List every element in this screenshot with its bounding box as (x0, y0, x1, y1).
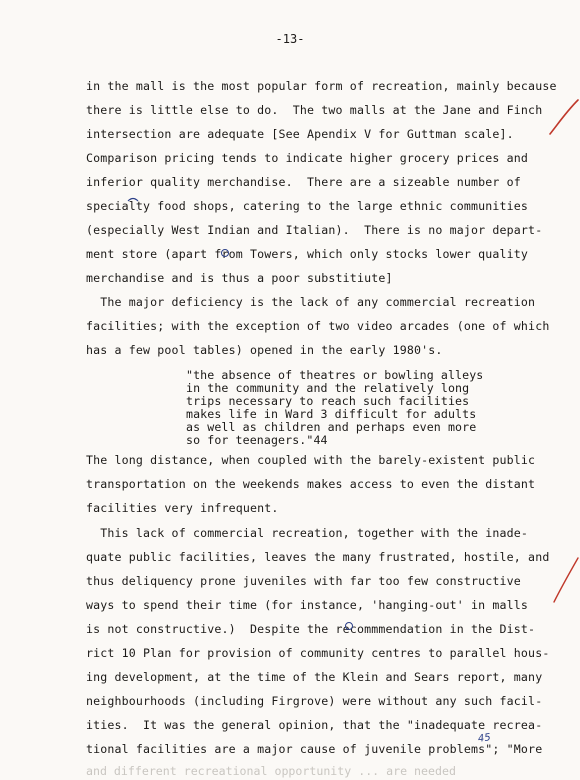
quote-line: makes life in Ward 3 difficult for adults (186, 407, 477, 421)
faded-next-line: and different recreational opportunity ... are needed (86, 764, 456, 778)
text-line: The major deficiency is the lack of any commercial recreation (86, 295, 536, 309)
text-line: merchandise and is thus a poor substitiute] (86, 271, 393, 285)
text-line: thus deliquency prone juveniles with far too few constructive (86, 574, 521, 588)
text-line: inferior quality merchandise. There are a sizeable number of (86, 175, 521, 189)
text-line: quate public facilities, leaves the many frustrated, hostile, and (86, 550, 550, 564)
text-line: neighbourhoods (including Firgrove) were without any such facil- (86, 694, 543, 708)
quote-line: so for teenagers."44 (186, 433, 328, 447)
ink-correction-icon (218, 245, 232, 259)
text-line: there is little else to do. The two malls at the Jane and Finch (86, 103, 543, 117)
ink-correction-icon (342, 618, 356, 632)
text-line: is not constructive.) Despite the recommmendation in the Dist- (86, 622, 536, 636)
quote-line: "the absence of theatres or bowling alleys (186, 368, 484, 382)
quote-line: as well as children and perhaps even more (186, 420, 477, 434)
text-line: transportation on the weekends makes access to even the distant (86, 477, 536, 491)
text-line: ment store (apart from Towers, which only stocks lower quality (86, 247, 529, 261)
quote-line: in the community and the relatively long (186, 381, 470, 395)
quote-line: trips necessary to reach such facilities (186, 394, 470, 408)
text-line: rict 10 Plan for provision of community centres to parallel hous- (86, 646, 550, 660)
text-line: This lack of commercial recreation, together with the inade- (86, 526, 529, 540)
text-line: Comparison pricing tends to indicate higher grocery prices and (86, 151, 529, 165)
text-line: ities. It was the general opinion, that the "inadequate recrea- (86, 718, 543, 732)
text-line: facilities; with the exception of two video arcades (one of which (86, 319, 550, 333)
text-line: has a few pool tables) opened in the early 1980's. (86, 343, 443, 357)
page-number: -13- (275, 32, 305, 46)
text-line: intersection are adequate [See Apendix V for Guttman scale]. (86, 127, 514, 141)
text-line: The long distance, when coupled with the barely-existent public (86, 453, 536, 467)
ink-correction-icon (126, 195, 140, 205)
text-line: (especially West Indian and Italian). There is no major depart- (86, 223, 543, 237)
text-line: tional facilities are a major cause of juvenile problems"; "More (86, 742, 543, 756)
margin-mark-icon (550, 556, 580, 606)
handwritten-footnote-number: 45 (477, 732, 492, 745)
text-line: ing development, at the time of the Klein and Sears report, many (86, 670, 543, 684)
text-line: specialty food shops, catering to the large ethnic communities (86, 199, 529, 213)
text-line: ways to spend their time (for instance, 'hanging-out' in malls (86, 598, 529, 612)
text-line: in the mall is the most popular form of recreation, mainly because (86, 79, 557, 93)
text-line: facilities very infrequent. (86, 501, 279, 515)
margin-check-icon (548, 96, 580, 138)
